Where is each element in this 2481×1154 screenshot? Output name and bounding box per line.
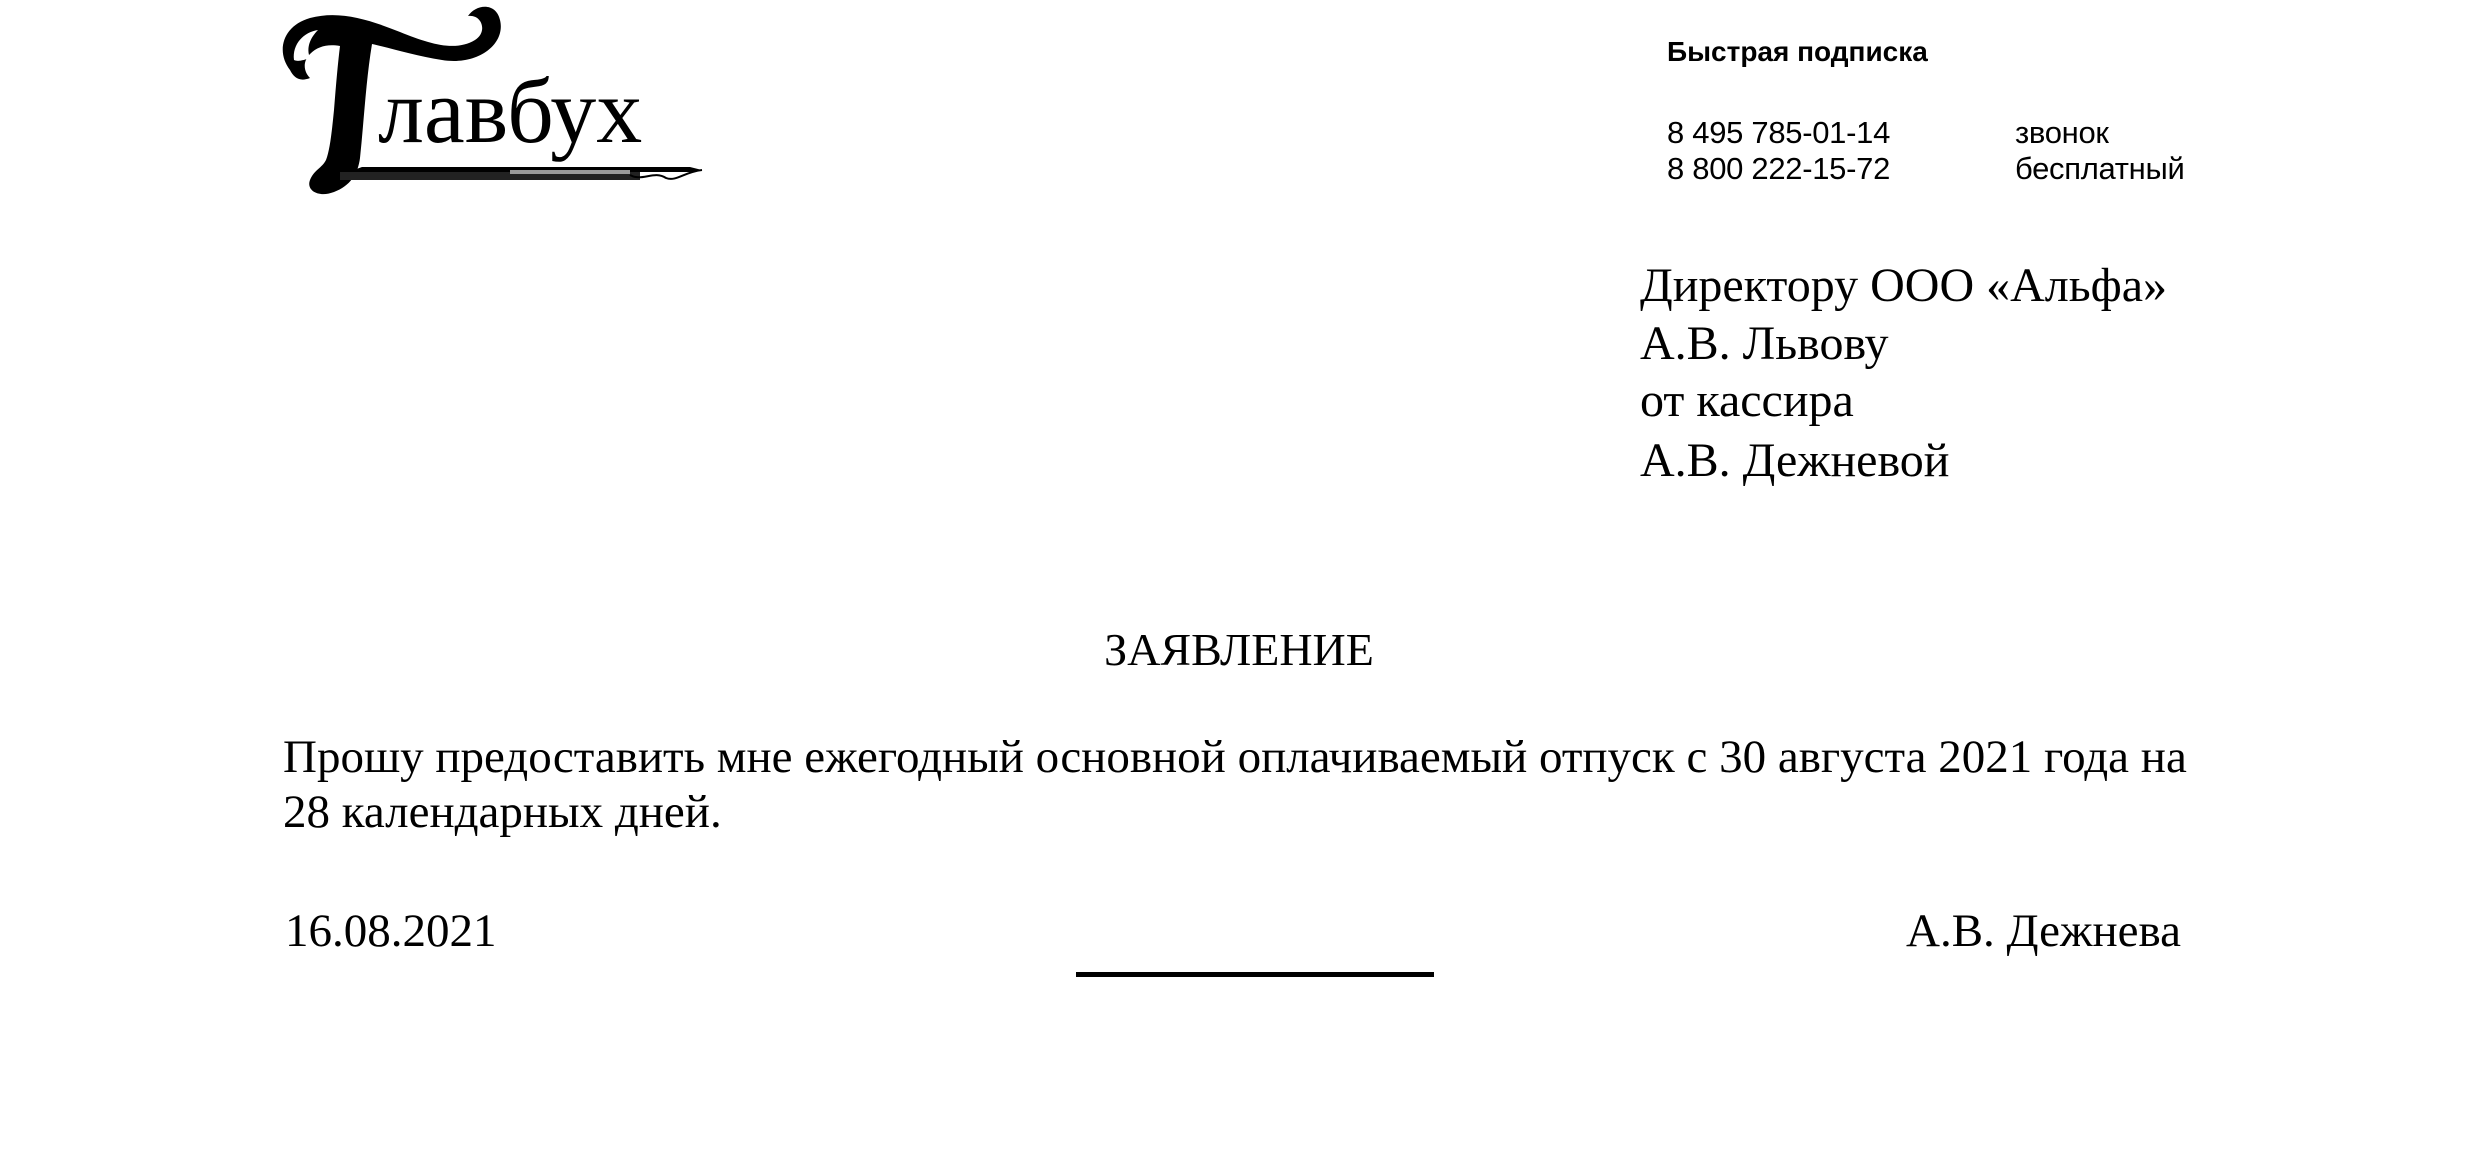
body-line-2: 28 календарных дней. [283, 786, 722, 838]
phone-note-2: бесплатный [2015, 151, 2185, 186]
addressee-line-3: от кассира [1640, 374, 1854, 427]
subscription-title: Быстрая подписка [1667, 36, 1928, 67]
phone-number-1: 8 495 785-01-14 [1667, 115, 1891, 150]
glavbukh-logo [270, 0, 720, 200]
body-line-1: Прошу предоставить мне ежегодный основной оплачиваемый отпуск с 30 августа 2021 года на [283, 731, 2187, 783]
logo-wordmark: лавбух [378, 60, 643, 162]
signature-line [1076, 972, 1434, 977]
document-date: 16.08.2021 [285, 905, 497, 957]
phone-number-2: 8 800 222-15-72 [1667, 151, 1891, 186]
addressee-line-4: А.В. Дежневой [1640, 434, 1950, 487]
addressee-line-2: А.В. Львову [1640, 317, 1889, 370]
phone-note-1: звонок [2015, 115, 2109, 150]
addressee-line-1: Директору ООО «Альфа» [1640, 259, 2168, 312]
document-title: ЗАЯВЛЕНИЕ [1104, 624, 1374, 675]
signature-name: А.В. Дежнева [1906, 905, 2181, 957]
